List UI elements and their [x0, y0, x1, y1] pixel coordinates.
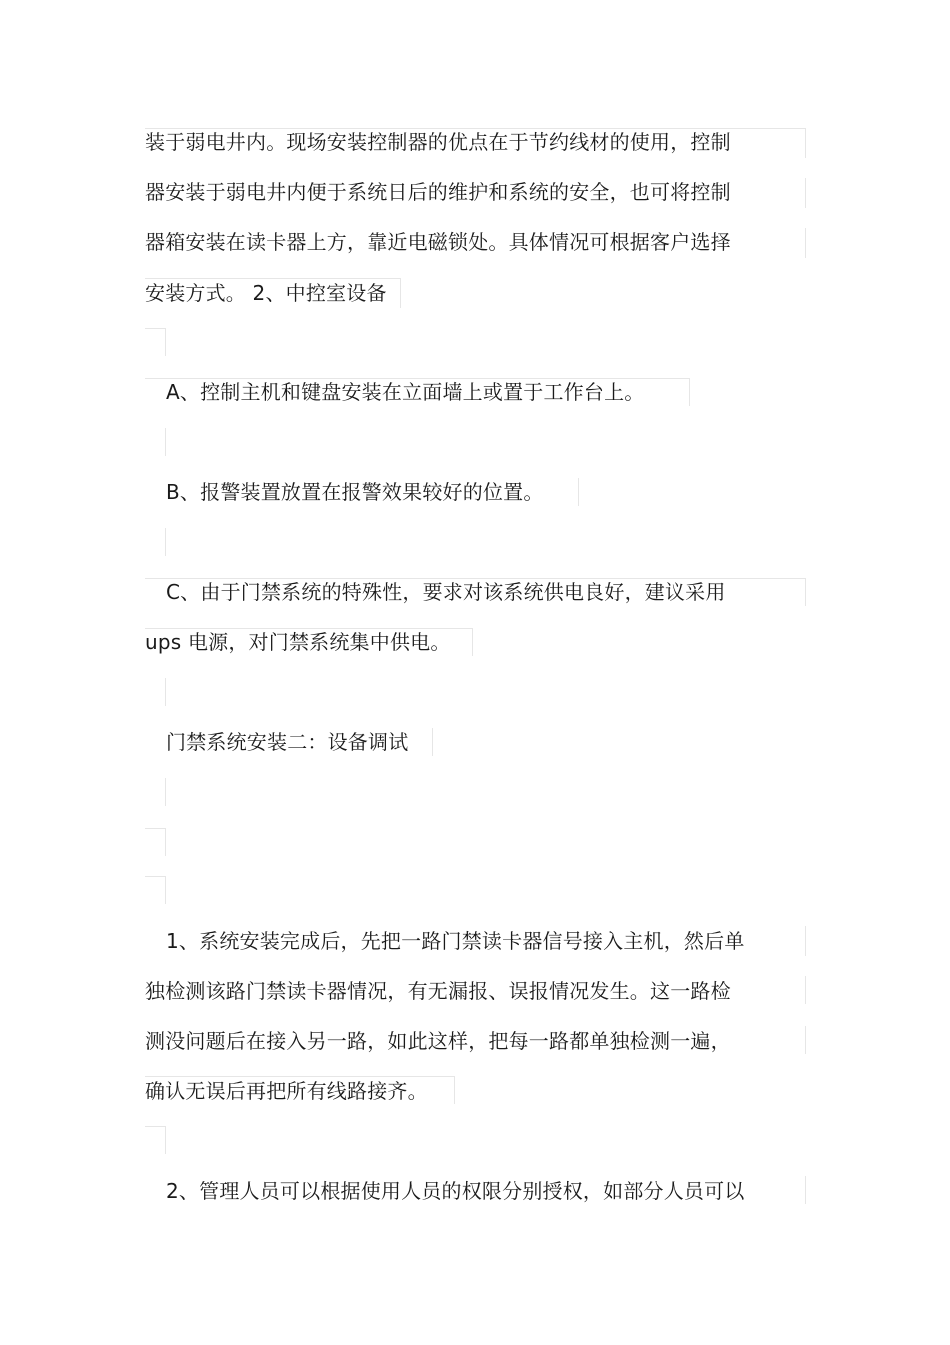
- paragraph-line: 安装方式。 2、中控室设备: [145, 281, 387, 305]
- paragraph-line: 独检测该路门禁读卡器情况，有无漏报、误报情况发生。这一路检: [145, 979, 731, 1003]
- cell-border: [805, 1026, 806, 1054]
- numbered-item-1: 1、系统安装完成后，先把一路门禁读卡器信号接入主机，然后单: [166, 929, 745, 953]
- section-heading: 门禁系统安装二：设备调试: [166, 730, 409, 754]
- cell-border: [432, 728, 433, 756]
- cell-border: [805, 178, 806, 208]
- cell-border: [145, 876, 166, 904]
- list-item-a: A、控制主机和键盘安装在立面墙上或置于工作台上。: [166, 380, 645, 404]
- cell-border: [805, 228, 806, 258]
- cell-border: [145, 328, 166, 356]
- cell-border: [578, 478, 579, 506]
- paragraph-line: 器箱安装在读卡器上方，靠近电磁锁处。具体情况可根据客户选择: [145, 230, 731, 254]
- paragraph-line: ups 电源，对门禁系统集中供电。: [145, 630, 451, 654]
- list-item-b: B、报警装置放置在报警效果较好的位置。: [166, 480, 544, 504]
- list-item-c: C、由于门禁系统的特殊性，要求对该系统供电良好，建议采用: [166, 580, 726, 604]
- paragraph-line: 器安装于弱电井内便于系统日后的维护和系统的安全，也可将控制: [145, 180, 731, 204]
- cell-border: [165, 778, 166, 806]
- cell-border: [805, 926, 806, 956]
- cell-border: [145, 1126, 166, 1154]
- paragraph-line: 测没问题后在接入另一路，如此这样，把每一路都单独检测一遍，: [145, 1029, 731, 1053]
- cell-border: [165, 678, 166, 706]
- paragraph-line: 确认无误后再把所有线路接齐。: [145, 1079, 428, 1103]
- cell-border: [165, 428, 166, 456]
- numbered-item-2: 2、管理人员可以根据使用人员的权限分别授权，如部分人员可以: [166, 1179, 745, 1203]
- cell-border: [165, 528, 166, 556]
- cell-border: [145, 828, 166, 856]
- cell-border: [805, 976, 806, 1004]
- paragraph-line: 装于弱电井内。现场安装控制器的优点在于节约线材的使用，控制: [145, 130, 731, 154]
- cell-border: [805, 1176, 806, 1204]
